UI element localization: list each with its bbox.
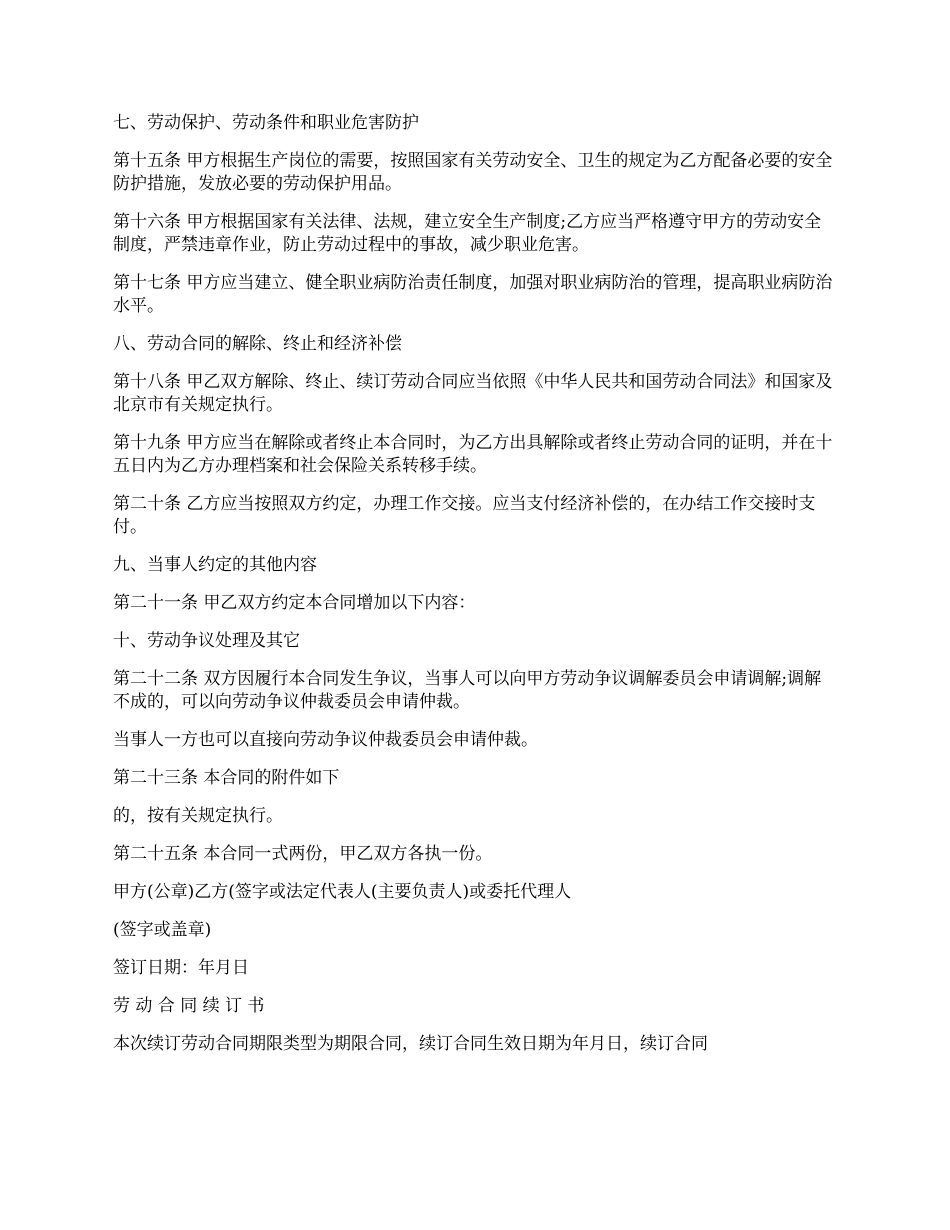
signature-parties: 甲方(公章)乙方(签字或法定代表人(主要负责人)或委托代理人 bbox=[113, 882, 572, 902]
signing-date: 签订日期：年月日 bbox=[113, 958, 249, 978]
article-21: 第二十一条 甲乙双方约定本合同增加以下内容： bbox=[113, 593, 476, 613]
article-25: 第二十五条 本合同一式两份，甲乙双方各执一份。 bbox=[113, 844, 493, 864]
article-16: 第十六条 甲方根据国家有关法律、法规，建立安全生产制度;乙方应当严格遵守甲方的劳动安全制度，严禁违章作业，防止劳动过程中的事故，减少职业危害。 bbox=[113, 212, 822, 255]
section-heading-7: 七、劳动保护、劳动条件和职业危害防护 bbox=[113, 113, 419, 133]
renewal-text: 本次续订劳动合同期限类型为期限合同，续订合同生效日期为年月日，续订合同 bbox=[113, 1034, 708, 1054]
article-17: 第十七条 甲方应当建立、健全职业病防治责任制度，加强对职业病防治的管理，提高职业病防治水平。 bbox=[113, 273, 833, 316]
section-heading-8: 八、劳动合同的解除、终止和经济补偿 bbox=[113, 334, 402, 354]
article-19: 第十九条 甲方应当在解除或者终止本合同时，为乙方出具解除或者终止劳动合同的证明，并在十五日内为乙方办理档案和社会保险关系转移手续。 bbox=[113, 433, 833, 476]
article-22: 第二十二条 双方因履行本合同发生争议，当事人可以向甲方劳动争议调解委员会申请调解;调解不成的，可以向劳动争议仲裁委员会申请仲裁。 bbox=[113, 669, 822, 712]
section-heading-10: 十、劳动争议处理及其它 bbox=[113, 631, 300, 651]
document-body bbox=[113, 112, 838, 1056]
article-23-continued: 的，按有关规定执行。 bbox=[113, 806, 283, 826]
article-18: 第十八条 甲乙双方解除、终止、续订劳动合同应当依照《中华人民共和国劳动合同法》和国家及北京市有关规定执行。 bbox=[113, 372, 833, 415]
article-23: 第二十三条 本合同的附件如下 bbox=[113, 768, 340, 788]
article-22-continued: 当事人一方也可以直接向劳动争议仲裁委员会申请仲裁。 bbox=[113, 730, 538, 750]
article-15: 第十五条 甲方根据生产岗位的需要，按照国家有关劳动安全、卫生的规定为乙方配备必要的安全防护措施，发放必要的劳动保护用品。 bbox=[113, 151, 833, 194]
renewal-title: 劳 动 合 同 续 订 书 bbox=[113, 996, 265, 1016]
section-heading-9: 九、当事人约定的其他内容 bbox=[113, 555, 317, 575]
article-20: 第二十条 乙方应当按照双方约定，办理工作交接。应当支付经济补偿的，在办结工作交接时支付。 bbox=[113, 494, 816, 537]
signature-note: (签字或盖章) bbox=[113, 920, 212, 940]
